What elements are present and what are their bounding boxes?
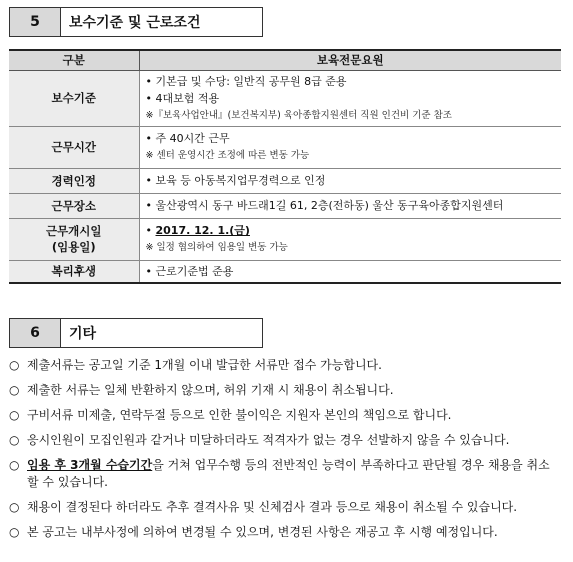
notice-list	[9, 357, 561, 549]
table-row	[9, 70, 561, 126]
section-5-header	[9, 7, 263, 37]
content-line: • 울산광역시 동구 바드래1길 61, 2층(전하동) 울산 동구육아종합지원센터	[145, 199, 504, 212]
row-content	[139, 218, 561, 260]
content-note: ※ 센터 운영시간 조정에 따른 변동 가능	[145, 150, 310, 161]
row-content	[139, 70, 561, 126]
table-row	[9, 193, 561, 218]
circle-bullet-icon: ○	[9, 408, 20, 422]
row-content	[139, 260, 561, 283]
circle-bullet-icon: ○	[9, 433, 20, 447]
content-line: • 주 40시간 근무	[145, 132, 230, 145]
column-header: 보육전문요원	[139, 50, 561, 70]
row-content	[139, 126, 561, 168]
row-content	[139, 193, 561, 218]
row-label: 보수기준	[9, 70, 139, 126]
content-line: • 보육 등 아동복지업무경력으로 인정	[145, 174, 326, 187]
row-label: 근무장소	[9, 193, 139, 218]
list-item: ○ 임용 후 3개월 수습기간을 거쳐 업무수행 등의 전반적인 능력이 부족하다고 판단될 경우 채용을 취소할 수 있습니다.	[9, 458, 550, 489]
section-number: 5	[9, 7, 61, 37]
table-row	[9, 126, 561, 168]
row-label: 복리후생	[9, 260, 139, 283]
section-number: 6	[9, 318, 61, 348]
row-label-line: 근무개시일	[45, 224, 102, 238]
circle-bullet-icon: ○	[9, 358, 20, 372]
probation-emphasis: 임용 후 3개월 수습기간	[27, 458, 153, 472]
table-header-row	[9, 50, 561, 70]
section-title: 보수기준 및 근로조건	[61, 7, 263, 37]
content-line: • 기본급 및 수당: 일반직 공무원 8급 준용	[145, 74, 347, 88]
row-content	[139, 168, 561, 193]
column-header: 구분	[9, 50, 139, 70]
circle-bullet-icon: ○	[9, 383, 20, 397]
content-line	[146, 222, 556, 239]
table-row	[9, 218, 561, 260]
content-note: ※『보육사업안내』(보건복지부) 육아종합지원센터 직원 인건비 기준 참조	[145, 109, 452, 121]
section-title: 기타	[61, 318, 263, 348]
list-item: ○ 제출서류는 공고일 기준 1개월 이내 발급한 서류만 접수 가능합니다.	[9, 358, 382, 372]
content-line: • 근로기준법 준용	[145, 264, 234, 278]
list-item: ○ 응시인원이 모집인원과 같거나 미달하더라도 적격자가 없는 경우 선발하지 않을 수 있습니다.	[9, 433, 510, 447]
section-6-header	[9, 318, 263, 348]
content-line: • 4대보험 적용	[145, 91, 220, 105]
row-label-line: (임용일)	[51, 240, 96, 254]
conditions-table	[9, 49, 561, 284]
circle-bullet-icon: ○	[9, 525, 20, 539]
bullet: •	[145, 224, 156, 237]
start-date: 2017. 12. 1.(금)	[155, 224, 250, 237]
list-item: ○ 제출한 서류는 일체 반환하지 않으며, 허위 기재 시 채용이 취소됩니다.	[9, 383, 394, 397]
list-item: ○ 채용이 결정된다 하더라도 추후 결격사유 및 신체검사 결과 등으로 채용이 취소될 수 있습니다.	[9, 500, 518, 514]
row-label: 근무시간	[9, 126, 139, 168]
table-row	[9, 168, 561, 193]
row-label	[9, 218, 139, 260]
content-note: ※ 일정 협의하여 임용일 변동 가능	[145, 242, 288, 253]
row-label: 경력인정	[9, 168, 139, 193]
list-item: ○ 본 공고는 내부사정에 의하여 변경될 수 있으며, 변경된 사항은 재공고 후 시행 예정입니다.	[9, 525, 498, 539]
circle-bullet-icon: ○	[9, 458, 20, 472]
table-row	[9, 260, 561, 283]
circle-bullet-icon: ○	[9, 500, 20, 514]
list-item: ○ 구비서류 미제출, 연락두절 등으로 인한 불이익은 지원자 본인의 책임으로 합니다.	[9, 408, 452, 422]
